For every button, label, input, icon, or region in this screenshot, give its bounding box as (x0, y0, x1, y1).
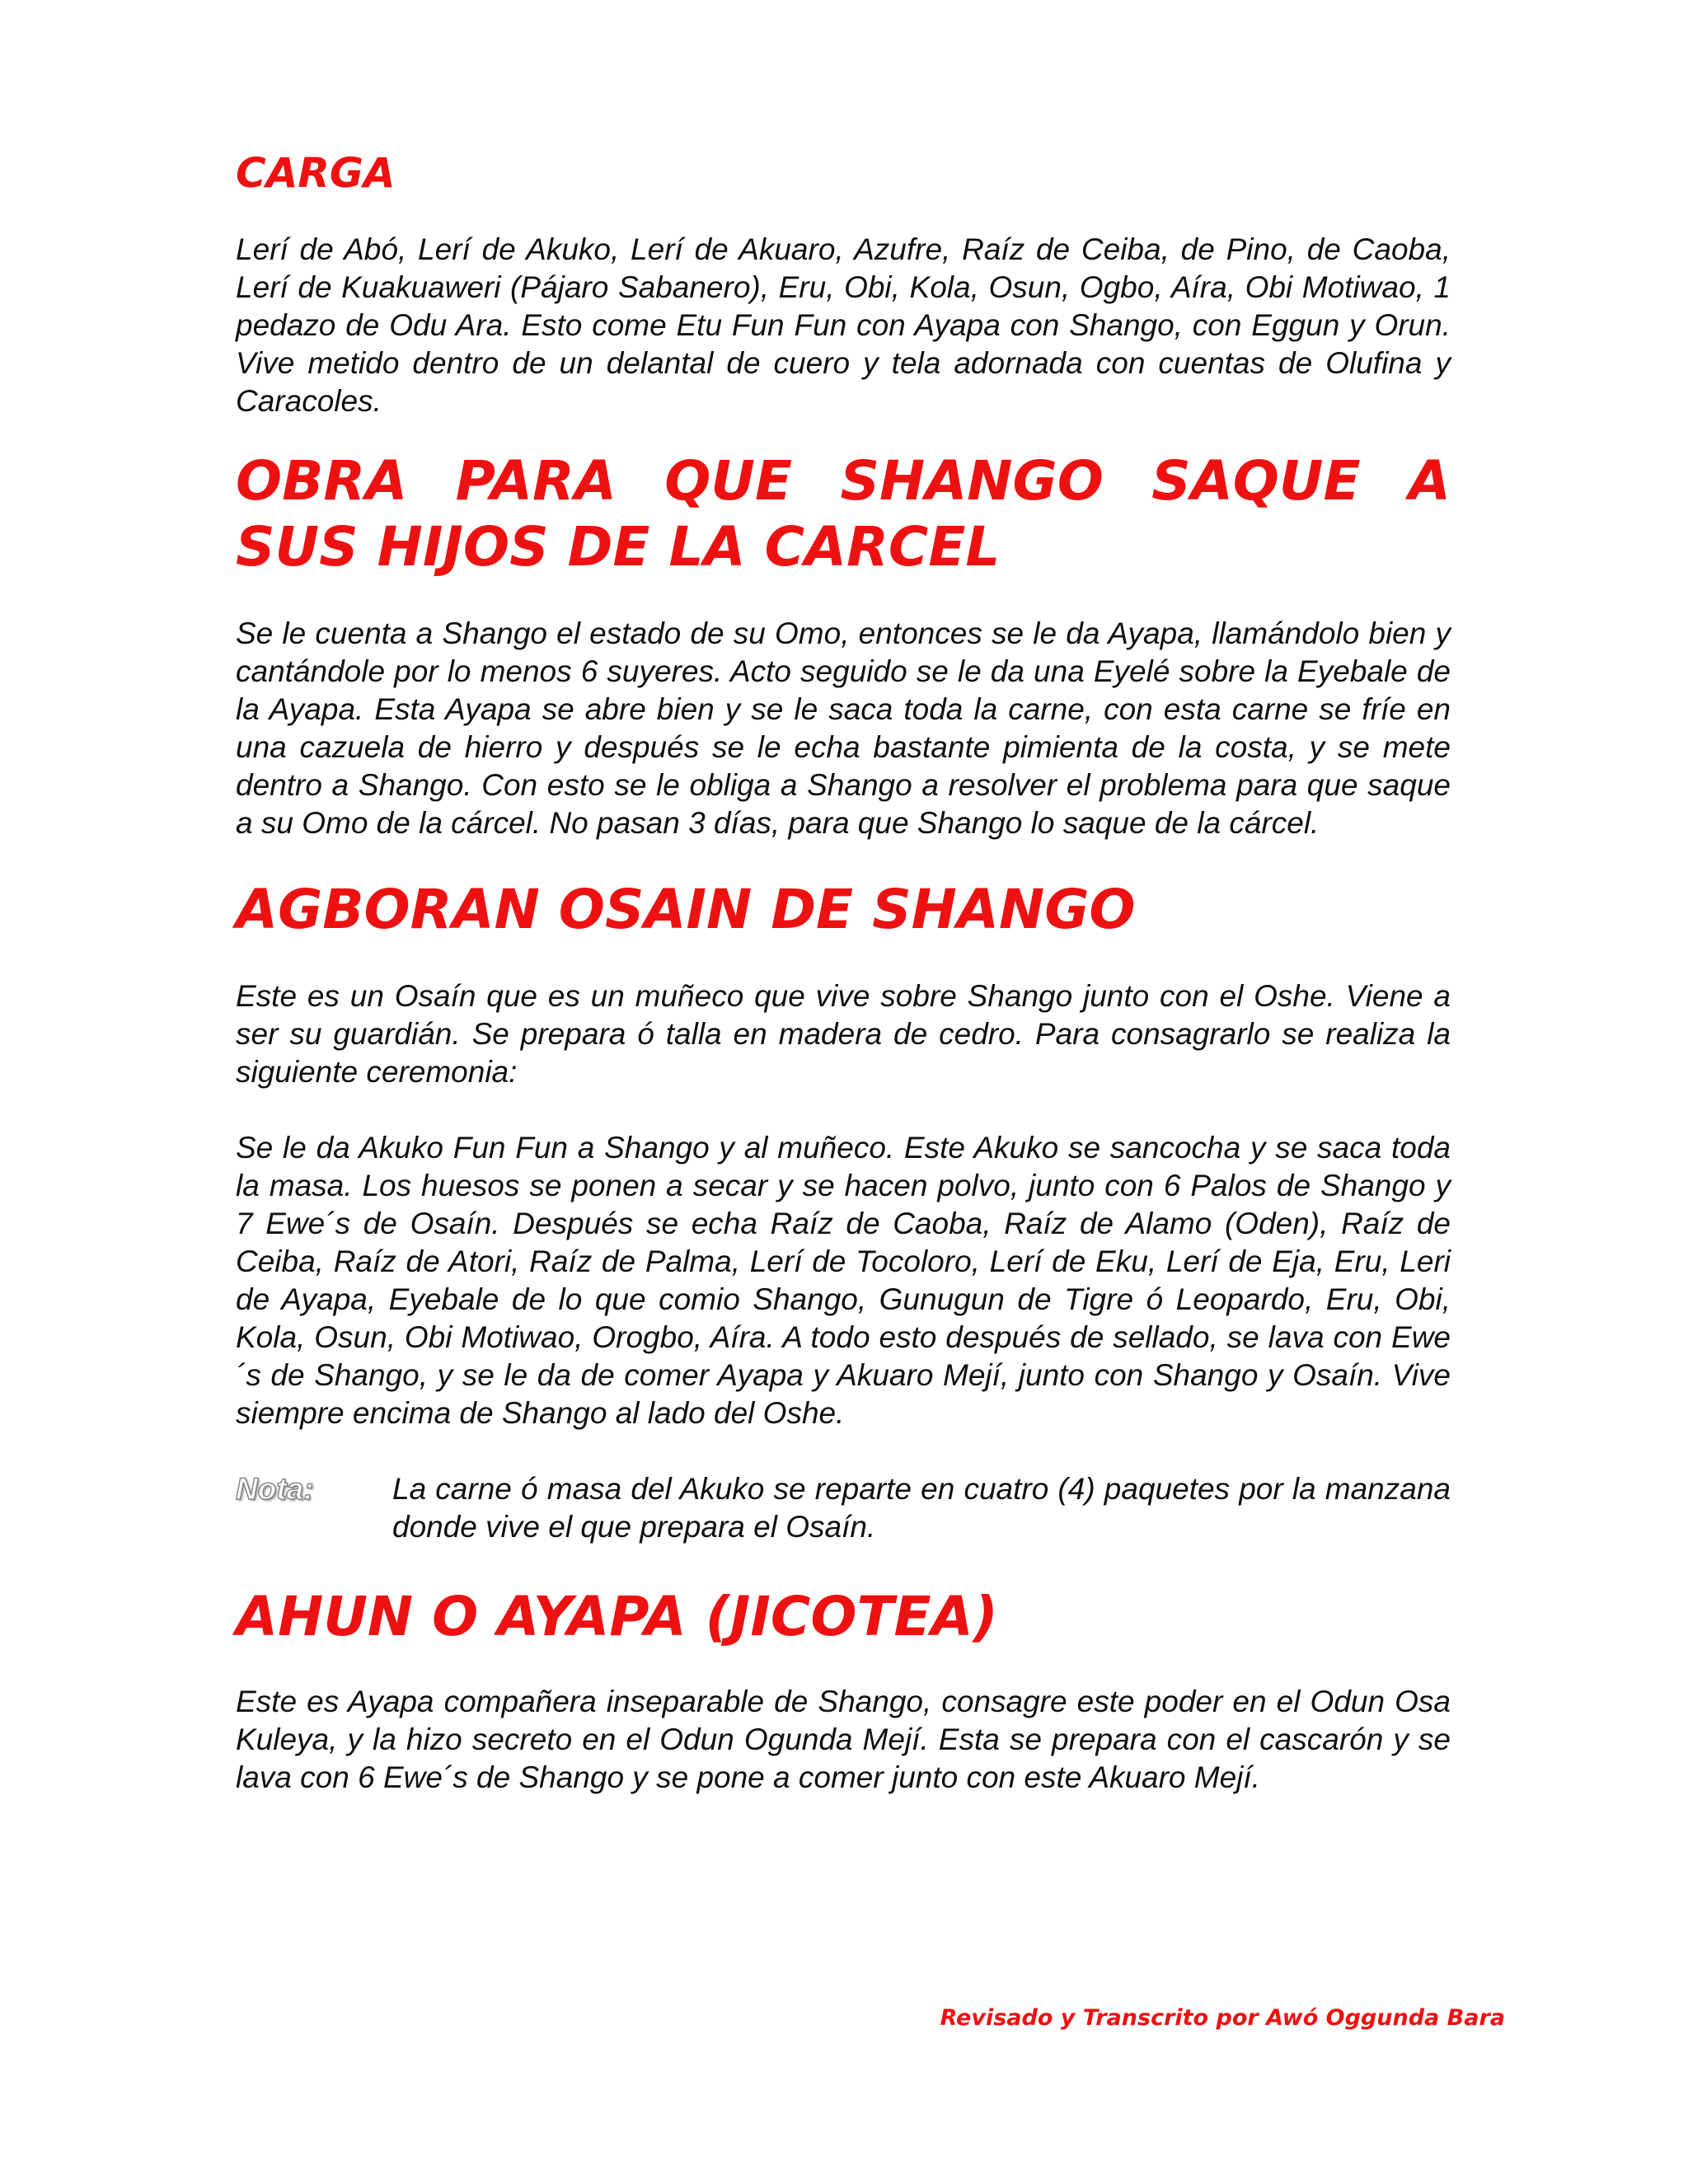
nota-block (236, 1470, 1451, 1546)
paragraph-agboran-1: Este es un Osaín que es un muñeco que vive sobre Shango junto con el Oshe. Viene a ser su guardián. Se prepara ó talla en madera de cedro. Para consagrarlo se realiza la siguiente ceremonia: (236, 979, 1451, 1089)
nota-label: Nota: (236, 1472, 314, 1506)
footer-credit: Revisado y Transcrito por Awó Oggunda Bara (940, 2005, 1505, 2031)
paragraph-obra: Se le cuenta a Shango el estado de su Omo, entonces se le da Ayapa, llamándolo bien y cantándole por lo menos 6 suyeres. Acto seguido se le da una Eyelé sobre la Eyebale de la Ayapa. Esta Ayapa se abre bien y se le saca toda la carne, con esta carne se fríe en una cazuela de hierro y después se le echa bastante pimienta de la costa, y se mete dentro a Shango. Con esto se le obliga a Shango a resolver el problema para que saque a su Omo de la cárcel. No pasan 3 días, para que Shango lo saque de la cárcel. (236, 616, 1451, 840)
paragraph-agboran-2: Se le da Akuko Fun Fun a Shango y al muñeco. Este Akuko se sancocha y se saca toda la masa. Los huesos se ponen a secar y se hacen polvo, junto con 6 Palos de Shango y 7 Ewe´s de Osaín. Después se echa Raíz de Caoba, Raíz de Alamo (Oden), Raíz de Ceiba, Raíz de Atori, Raíz de Palma, Lerí de Tocoloro, Lerí de Eku, Lerí de Eja, Eru, Leri de Ayapa, Eyebale de lo que comio Shango, Gunugun de Tigre ó Leopardo, Eru, Obi, Kola, Osun, Obi Motiwao, Orogbo, Aíra. A todo esto después de sellado, se lava con Ewe´s de Shango, y se le da de comer Ayapa y Akuaro Mejí, junto con Shango y Osaín. Vive siempre encima de Shango al lado del Oshe. (236, 1131, 1451, 1430)
section-title-obra-line1: OBRA PARA QUE SHANGO SAQUE A (236, 449, 1451, 513)
paragraph-carga: Lerí de Abó, Lerí de Akuko, Lerí de Akuaro, Azufre, Raíz de Ceiba, de Pino, de Caoba, Lerí de Kuakuaweri (Pájaro Sabanero), Eru, Obi, Kola, Osun, Ogbo, Aíra, Obi Motiwao, 1 pedazo de Odu Ara. Esto come Etu Fun Fun con Ayapa con Shango, con Eggun y Orun. Vive metido dentro de un delantal de cuero y tela adornada con cuentas de Olufina y Caracoles. (236, 232, 1451, 418)
section-title-agboran: AGBORAN OSAIN DE SHANGO (236, 878, 1136, 941)
paragraph-ahun: Este es Ayapa compañera inseparable de Shango, consagre este poder en el Odun Osa Kuleya, y la hizo secreto en el Odun Ogunda Mejí. Esta se prepara con el cascarón y se lava con 6 Ewe´s de Shango y se pone a comer junto con este Akuaro Mejí. (236, 1685, 1451, 1794)
section-title-carga: CARGA (236, 149, 396, 197)
document-page (236, 148, 1451, 1797)
section-title-ahun: AHUN O AYAPA (JICOTEA) (236, 1585, 998, 1648)
section-title-obra-line2: SUS HIJOS DE LA CARCEL (236, 515, 1001, 579)
nota-text: La carne ó masa del Akuko se reparte en cuatro (4) paquetes por la manzana donde vive el que prepara el Osaín. (392, 1472, 1451, 1544)
section-title-obra (236, 448, 1451, 580)
